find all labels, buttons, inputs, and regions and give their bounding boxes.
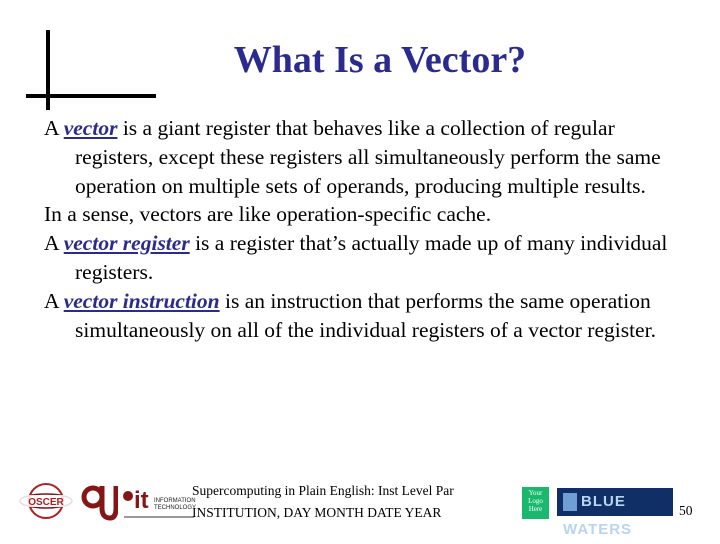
paragraph-vector-register: A vector register is a register that’s actually made up of many individual registers. (44, 231, 668, 284)
paragraph-vector-instruction: A vector instruction is an instruction that performs the same operation simultaneously on all of the individual registers of a vector register. (44, 288, 656, 342)
term-vector-instruction: vector instruction (63, 288, 220, 313)
blue-waters-logo: BLUE WATERS (557, 488, 673, 516)
blue-waters-mark-icon (563, 493, 577, 511)
slide-body (44, 114, 694, 344)
decorative-horizontal-line (26, 94, 156, 98)
decorative-vertical-line (46, 30, 50, 110)
svg-text:INFORMATION: INFORMATION (154, 498, 196, 504)
slide-title: What Is a Vector? (233, 39, 527, 81)
term-vector: vector (63, 116, 118, 140)
svg-text:it: it (134, 487, 149, 514)
page-number: 50 (679, 503, 693, 518)
svg-text:OSCER: OSCER (28, 497, 64, 508)
footer-line-1: Supercomputing in Plain English: Inst Level Par (192, 483, 454, 498)
footer-text (192, 480, 472, 524)
svg-text:TECHNOLOGY: TECHNOLOGY (154, 505, 197, 511)
term-vector-register: vector register (63, 231, 190, 256)
ou-logo (80, 480, 118, 524)
paragraph-vector-definition: A vector is a giant register that behaves like a collection of regular registers, except these registers all simultaneously perform the same operation on multiple sets of operands, producing multiple results. (44, 116, 661, 198)
oscer-logo (16, 482, 76, 520)
footer-line-2: INSTITUTION, DAY MONTH DATE YEAR (192, 505, 442, 520)
svg-text:OU: OU (80, 480, 82, 481)
your-logo-placeholder: Your Logo Here (522, 487, 549, 519)
ou-it-logo (120, 482, 198, 524)
paragraph-cache-analogy: In a sense, vectors are like operation-specific cache. (44, 202, 492, 227)
